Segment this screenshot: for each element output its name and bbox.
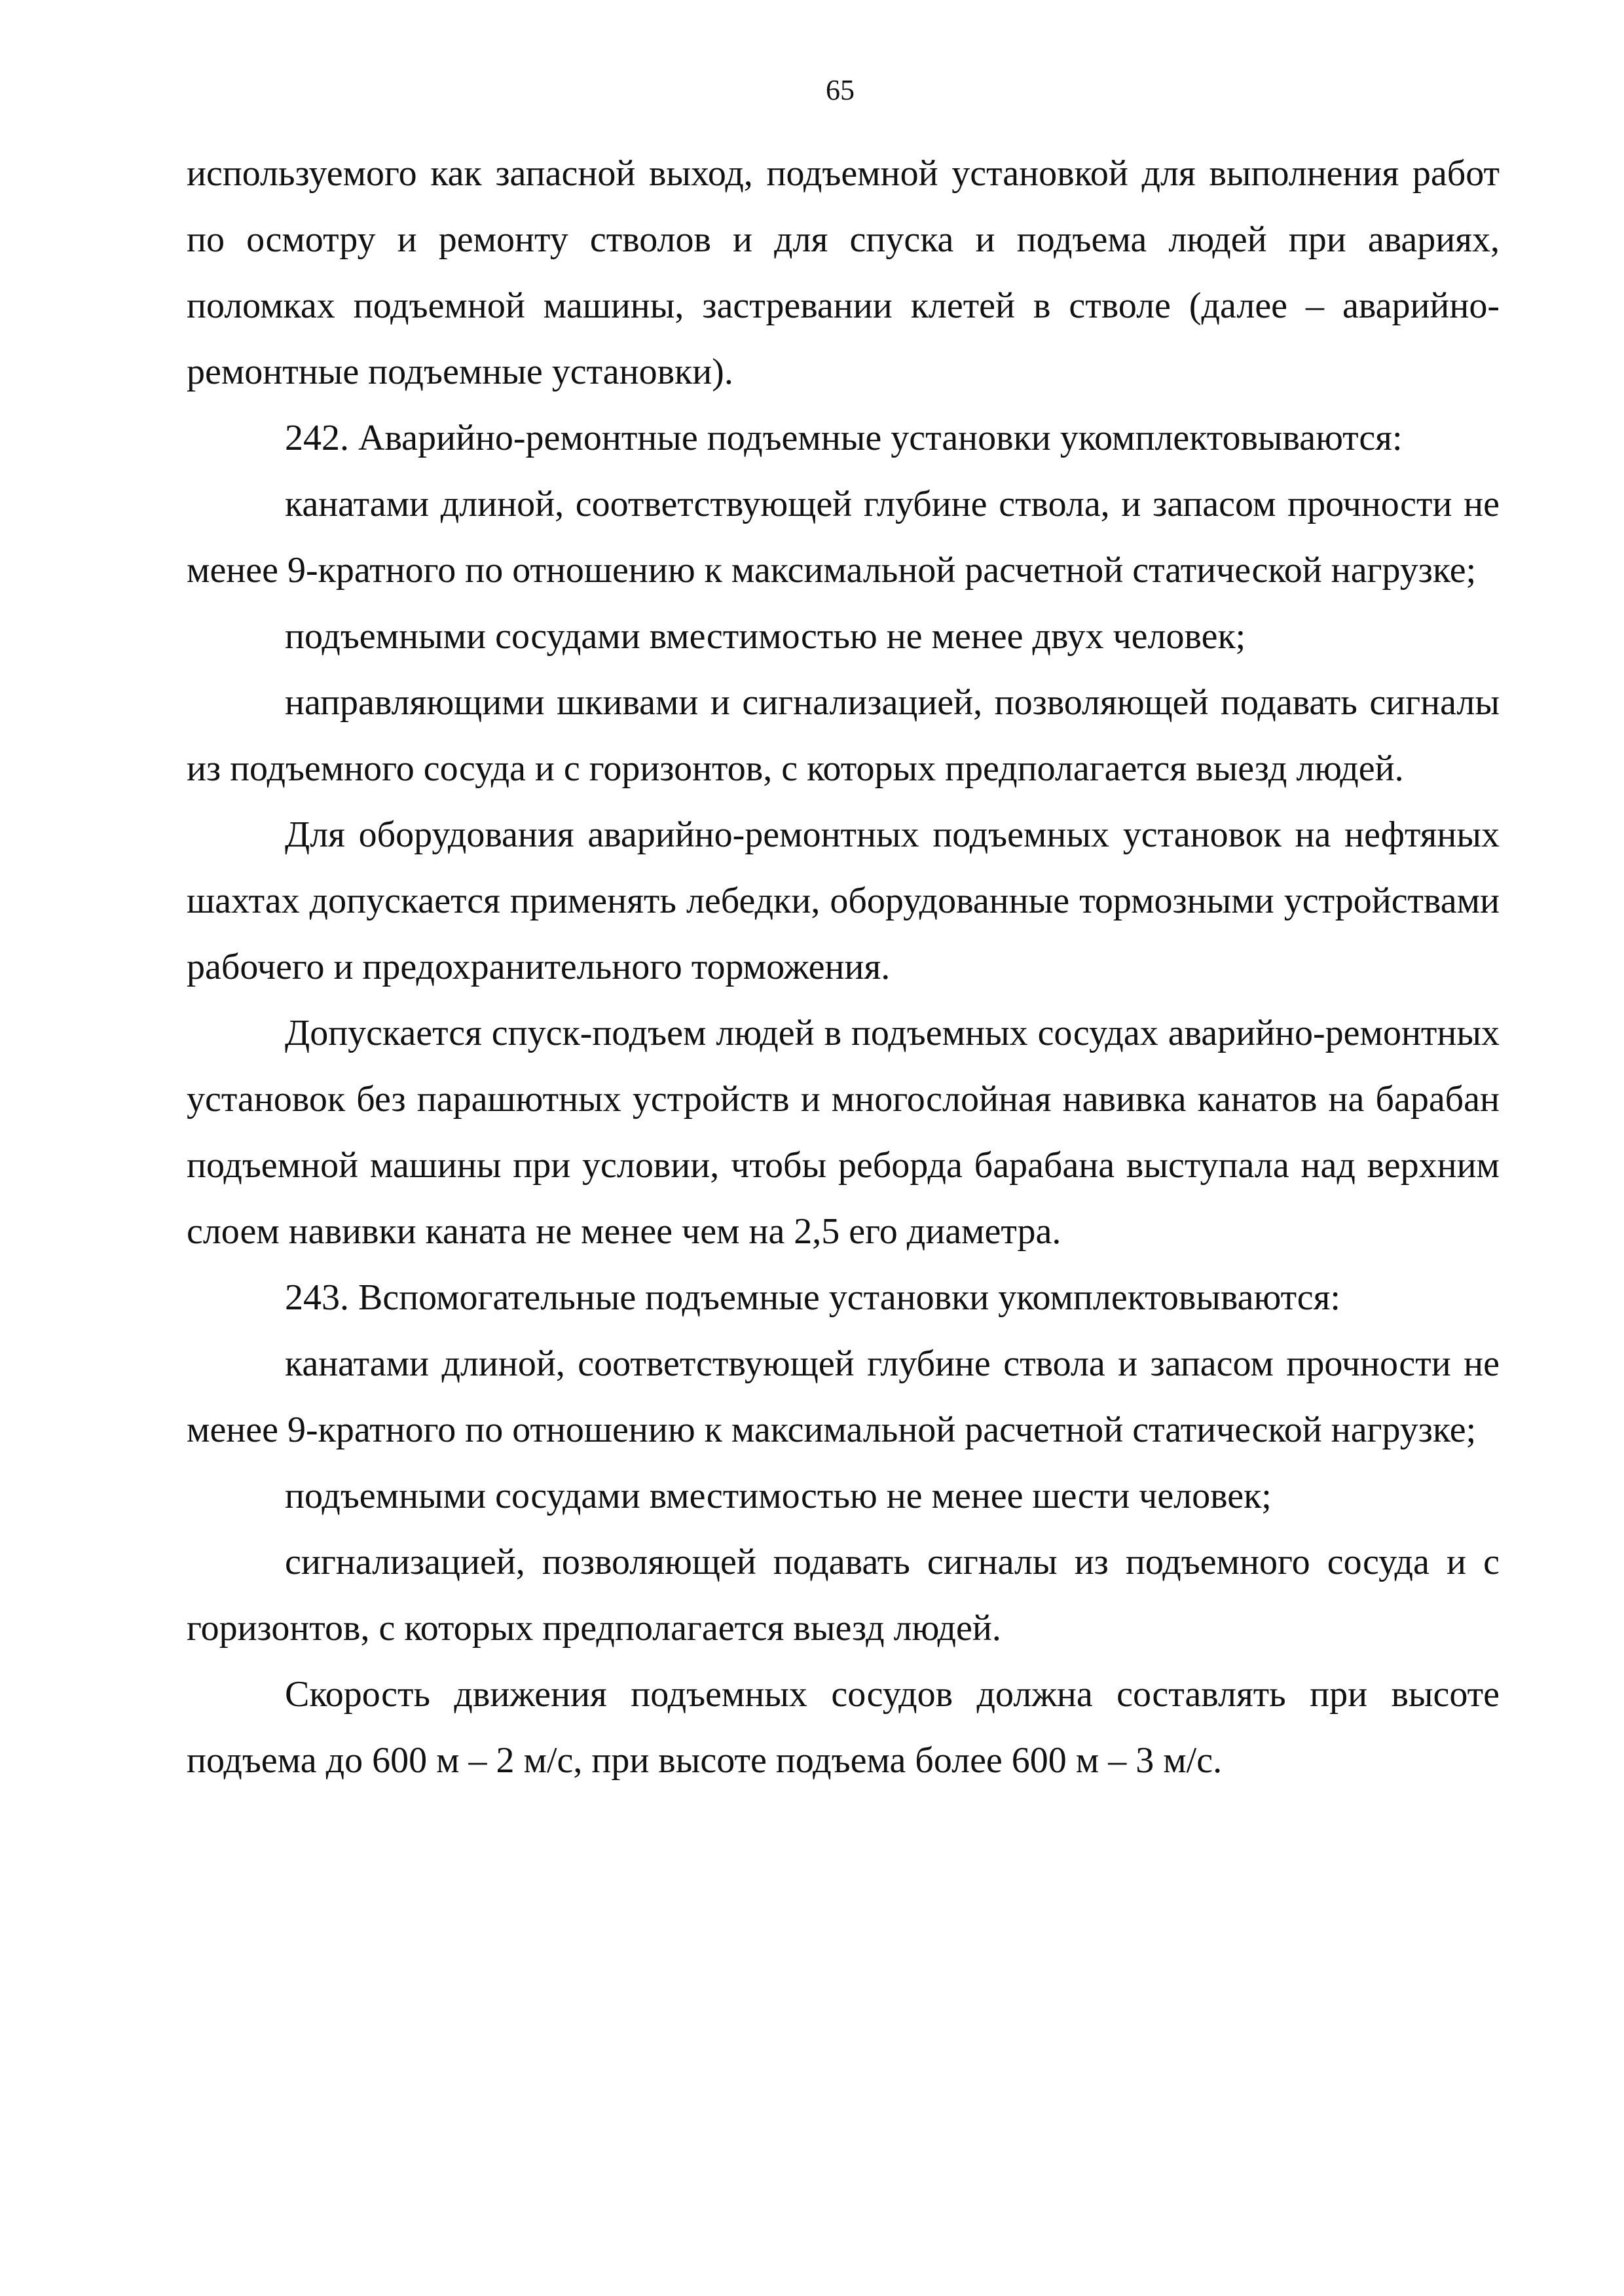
paragraph-sheaves-signalling: направляющими шкивами и сигнализацией, позволяющей подавать сигналы из подъемного сосуда и с горизонтов, с которых предполагается выезд людей. — [187, 682, 1500, 789]
paragraph-continuation: используемого как запасной выход, подъемной установкой для выполнения работ по осмотру и ремонту стволов и для спуска и подъема людей при авариях, поломках подъемной машины, застревании клетей в стволе (далее – аварийно-ремонтные подъемные установки). — [187, 153, 1500, 392]
paragraph-multilayer-winding: Допускается спуск-подъем людей в подъемных сосудах аварийно-ремонтных установок без парашютных устройств и многослойная навивка канатов на барабан подъемной машины при условии, чтобы реборда барабана выступала над верхним слоем навивки каната не менее чем на 2,5 его диаметра. — [187, 1013, 1500, 1252]
paragraph-speed-limits: Скорость движения подъемных сосудов должна составлять при высоте подъема до 600 м – 2 м/с, при высоте подъема более 600 м – 3 м/с. — [187, 1674, 1500, 1781]
paragraph-oil-mines-winches: Для оборудования аварийно-ремонтных подъемных установок на нефтяных шахтах допускается применять лебедки, оборудованные тормозными устройствами рабочего и предохранительного торможения. — [187, 814, 1500, 987]
page-number: 65 — [826, 74, 855, 106]
paragraph-signalling-aux: сигнализацией, позволяющей подавать сигналы из подъемного сосуда и с горизонтов, с которых предполагается выезд людей. — [187, 1542, 1500, 1649]
paragraph-ropes-requirement-aux: канатами длиной, соответствующей глубине ствола и запасом прочности не менее 9-кратного по отношению к максимальной расчетной статической нагрузке; — [187, 1343, 1500, 1450]
paragraph-ropes-requirement: канатами длиной, соответствующей глубине ствола, и запасом прочности не менее 9-кратного по отношению к максимальной расчетной статической нагрузке; — [187, 484, 1500, 591]
paragraph-item-242: 242. Аварийно-ремонтные подъемные установки укомплектовываются: — [285, 418, 1403, 458]
paragraph-vessels-six-persons: подъемными сосудами вместимостью не менее шести человек; — [285, 1476, 1272, 1516]
document-body — [187, 141, 1500, 1794]
paragraph-vessels-two-persons: подъемными сосудами вместимостью не менее двух человек; — [285, 616, 1246, 657]
paragraph-item-243: 243. Вспомогательные подъемные установки укомплектовываются: — [285, 1277, 1340, 1318]
